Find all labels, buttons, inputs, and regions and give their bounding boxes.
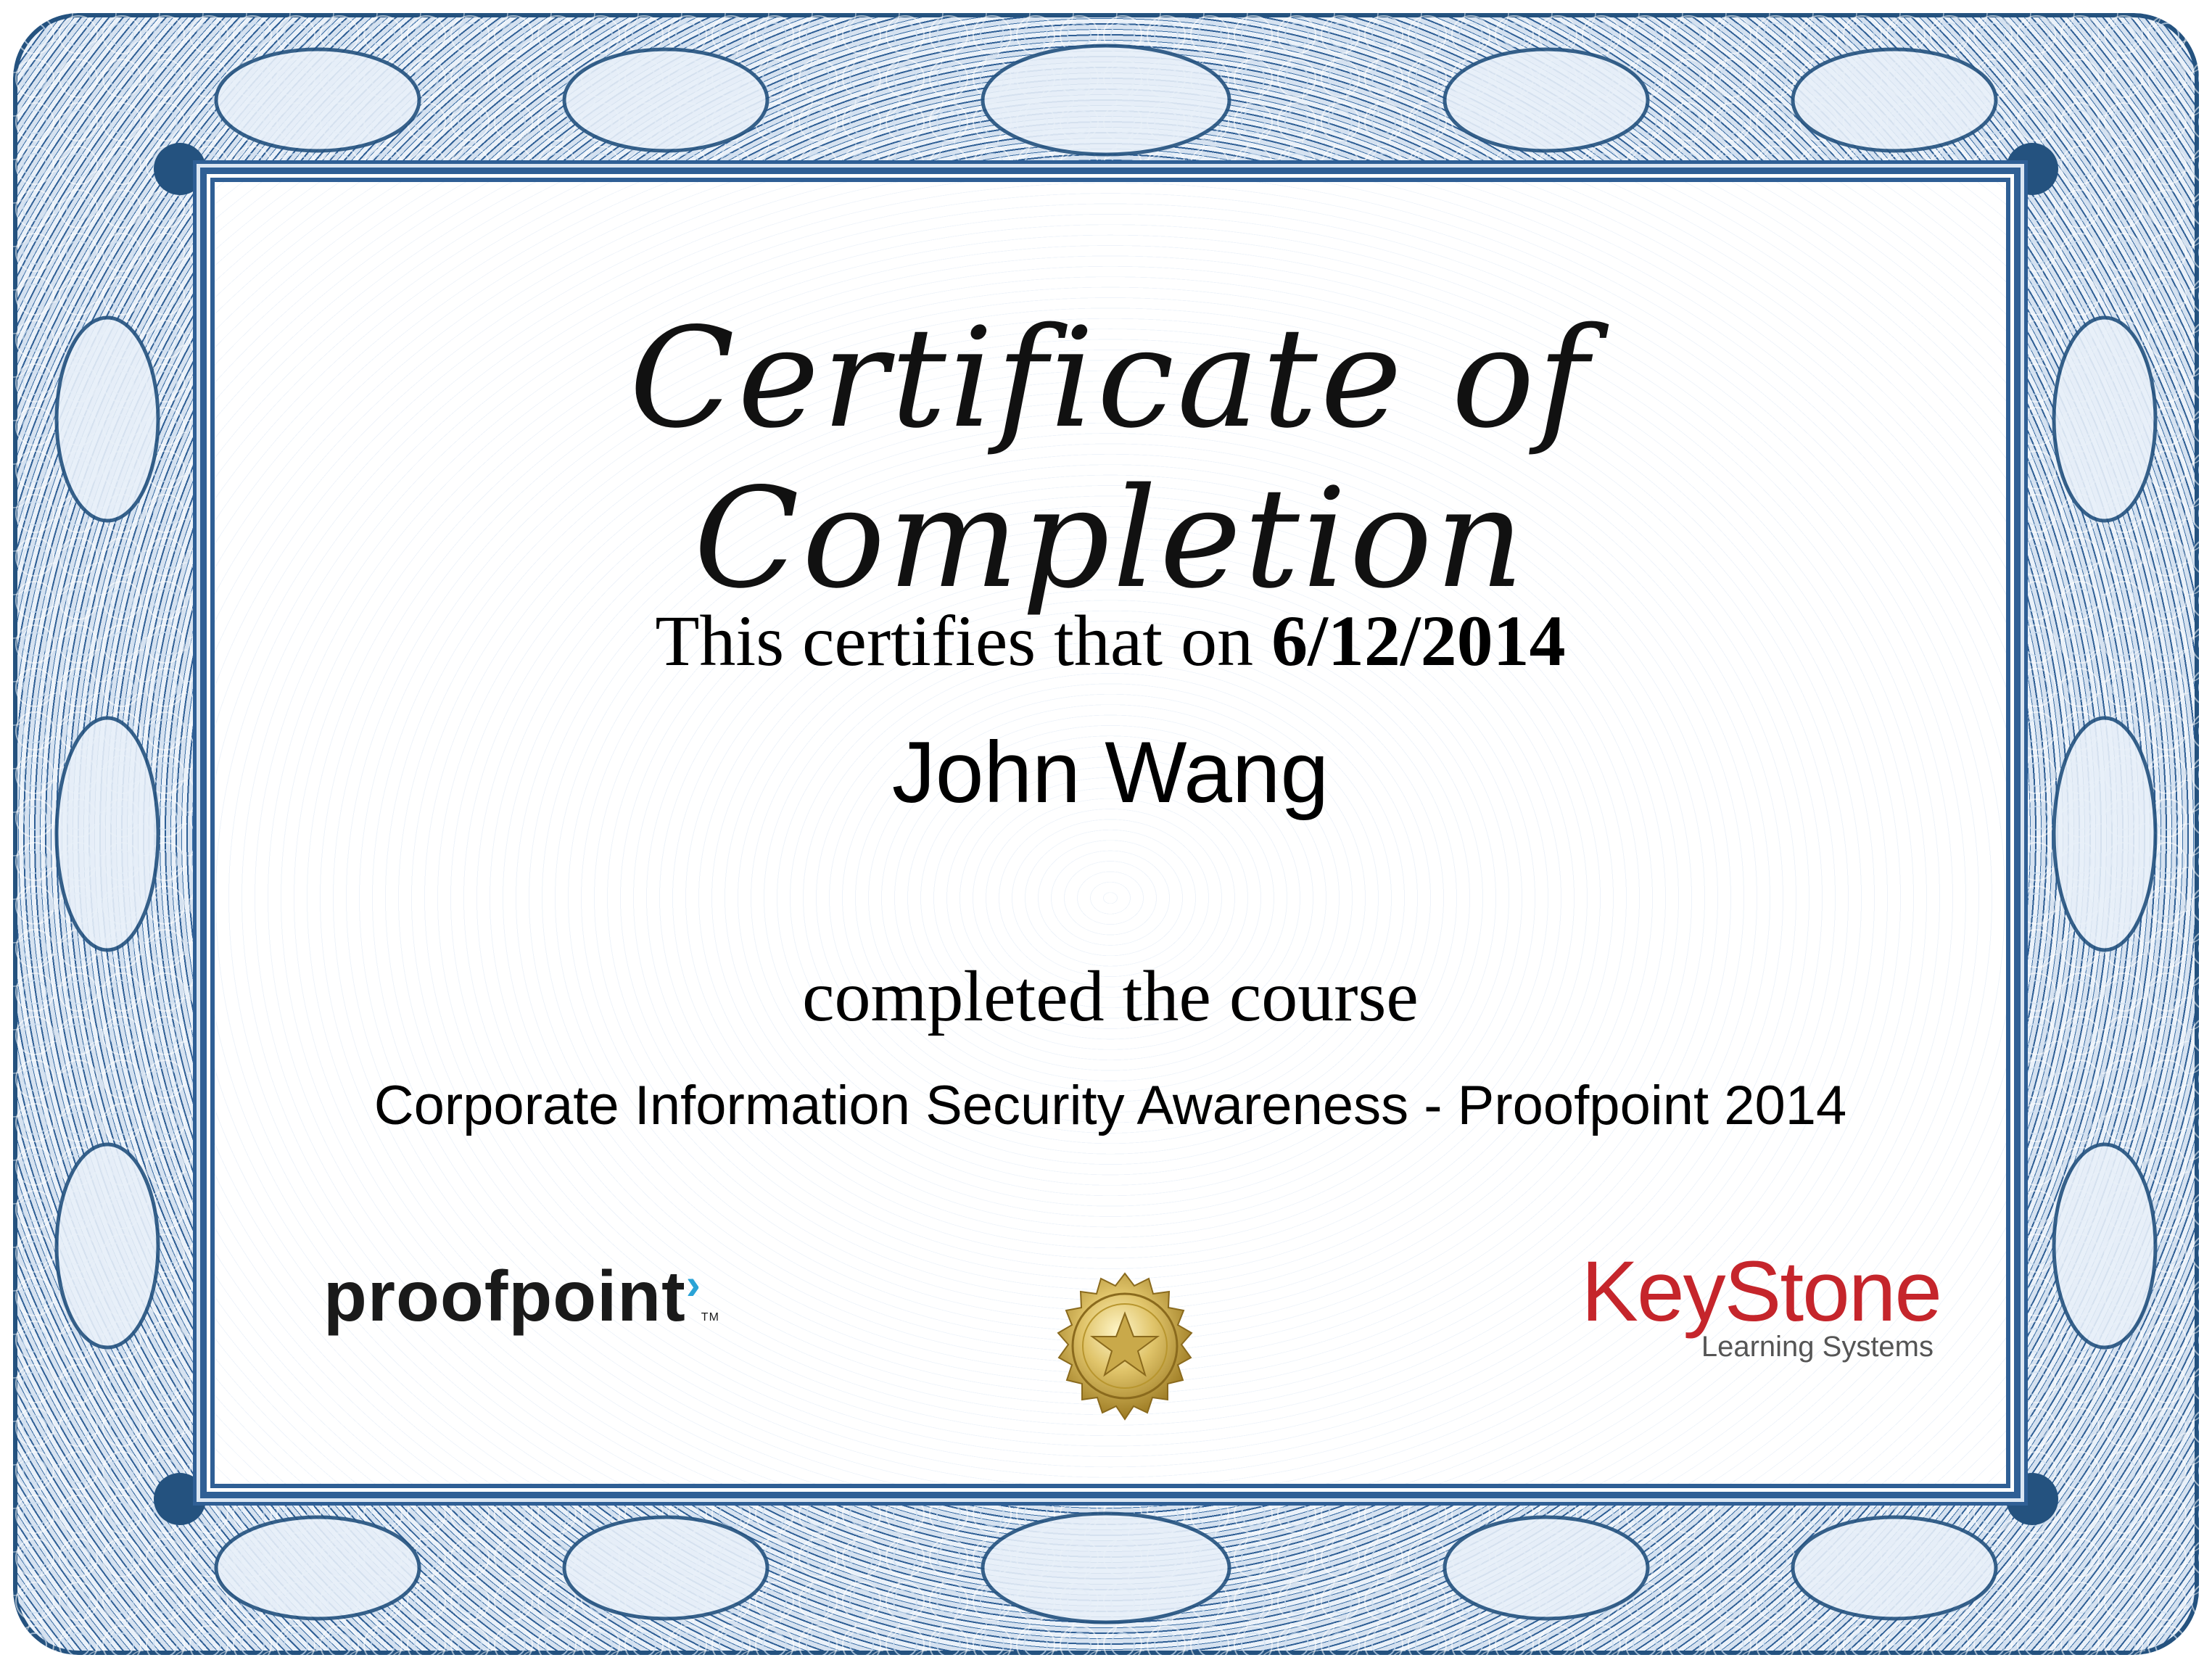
certifies-prefix: This certifies that on <box>655 600 1272 681</box>
certifies-line <box>215 599 2006 682</box>
gold-seal-icon <box>1034 1255 1216 1437</box>
keystone-tagline: Learning Systems <box>1701 1331 1934 1363</box>
certificate-content <box>215 182 2006 1484</box>
proofpoint-wordmark: proofpoint <box>323 1256 686 1336</box>
keystone-logo <box>1506 1244 1941 1363</box>
course-title: Corporate Information Security Awareness - Proofpoint 2014 <box>374 1075 1847 1136</box>
recipient-name: John Wang <box>891 724 1329 821</box>
proofpoint-logo <box>323 1255 719 1337</box>
keystone-wordmark: KeyStone <box>1581 1244 1941 1339</box>
completion-date: 6/12/2014 <box>1271 600 1566 681</box>
completed-text: completed the course <box>802 956 1419 1036</box>
certificate-title: Certificate of Completion <box>629 298 1592 619</box>
trademark-mark: TM <box>701 1311 719 1324</box>
chevron-right-icon: › <box>685 1260 701 1308</box>
